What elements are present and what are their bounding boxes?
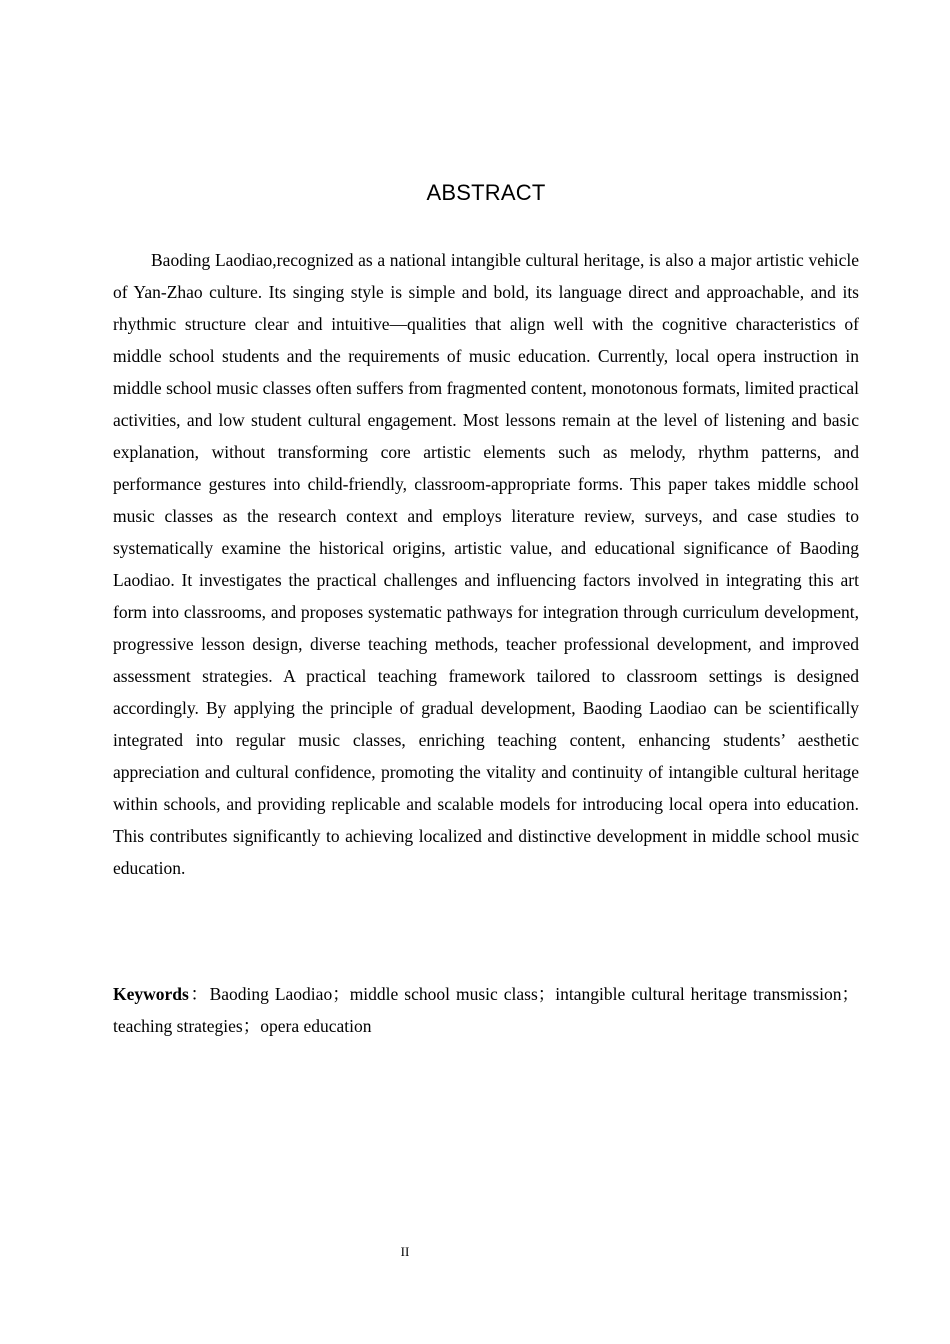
keywords-text: Baoding Laodiao；middle school music class；intangible cultural heritage transmission；teaching strategies；opera education <box>113 984 859 1036</box>
keywords-line <box>113 978 859 1042</box>
abstract-paragraph: Baoding Laodiao,recognized as a national intangible cultural heritage, is also a major artistic vehicle of Yan-Zhao culture. Its singing style is simple and bold, its language direct and approachable, and its rhythmic structure clear and intuitive—qualities that align well with the cognitive characteristics of middle school students and the requirements of music education. Currently, local opera instruction in middle school music classes often suffers from fragmented content, monotonous formats, limited practical activities, and low student cultural engagement. Most lessons remain at the level of listening and basic explanation, without transforming core artistic elements such as melody, rhythm patterns, and performance gestures into child-friendly, classroom-appropriate forms. This paper takes middle school music classes as the research context and employs literature review, surveys, and case studies to systematically examine the historical origins, artistic value, and educational significance of Baoding Laodiao. It investigates the practical challenges and influencing factors involved in integrating this art form into classrooms, and proposes systematic pathways for integration through curriculum development, progressive lesson design, diverse teaching methods, teacher professional development, and improved assessment strategies. A practical teaching framework tailored to classroom settings is designed accordingly. By applying the principle of gradual development, Baoding Laodiao can be scientifically integrated into regular music classes, enriching teaching content, enhancing students’ aesthetic appreciation and cultural confidence, promoting the vitality and continuity of intangible cultural heritage within schools, and providing replicable and scalable models for introducing local opera into education. This contributes significantly to achieving localized and distinctive development in middle school music education. <box>113 250 859 878</box>
page-number: II <box>400 1244 410 1259</box>
keywords-label: Keywords <box>113 984 189 1004</box>
keywords-separator: ： <box>188 984 210 1004</box>
abstract-title: ABSTRACT <box>426 180 546 205</box>
